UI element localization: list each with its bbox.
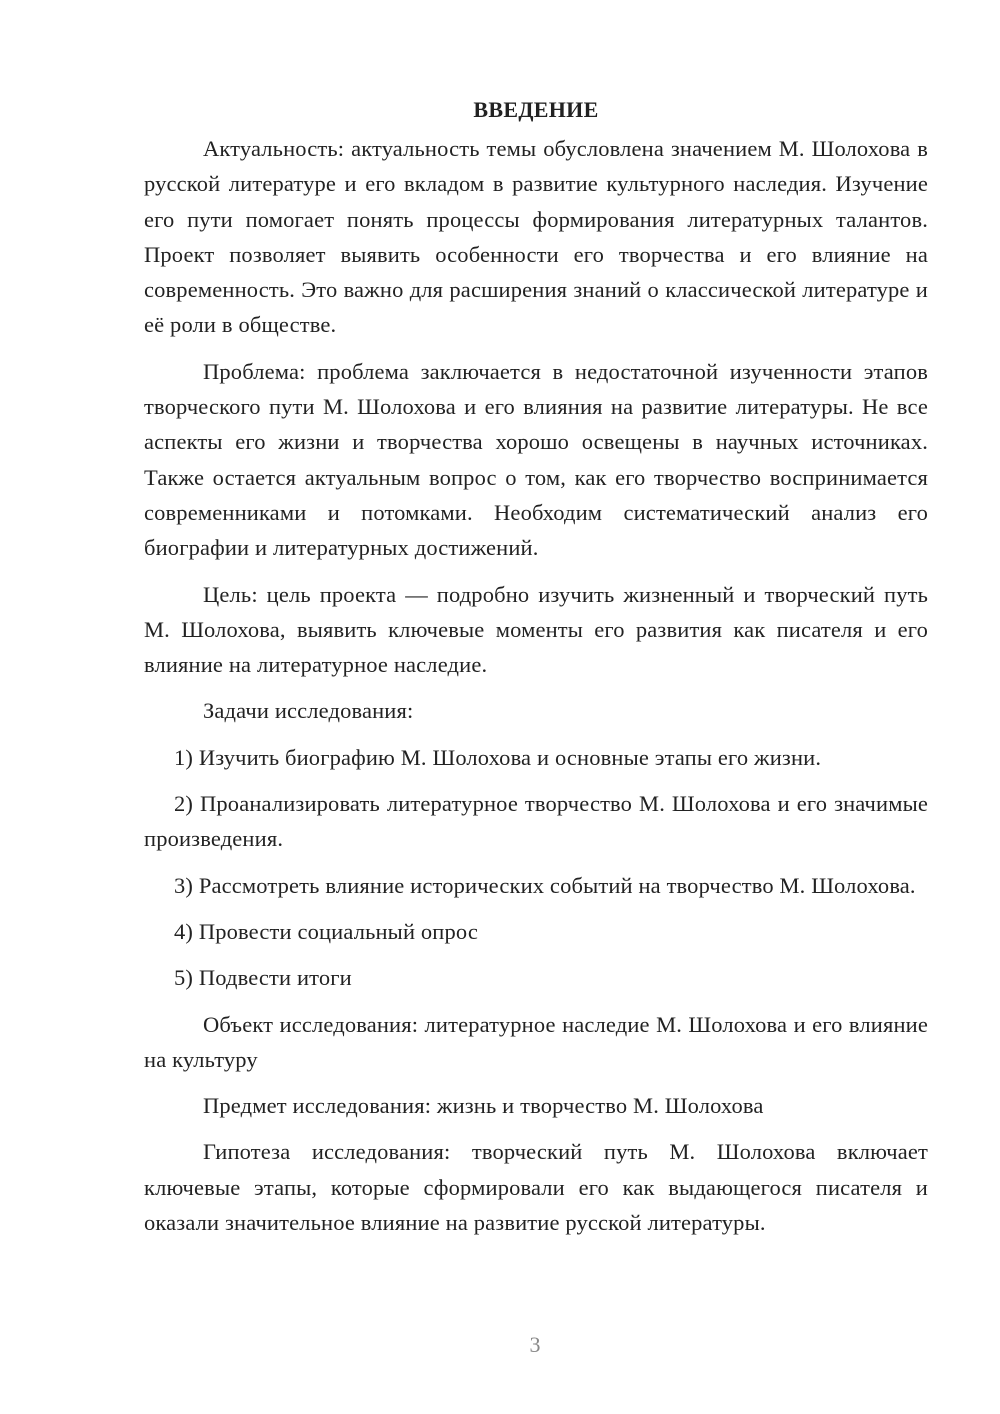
goal-paragraph: Цель: цель проекта — подробно изучить жизненный и творческий путь М. Шолохова, выявить ключевые моменты его развития как писателя и его влияние на литературное наследие. bbox=[144, 581, 928, 678]
page-title: ВВЕДЕНИЕ bbox=[473, 97, 599, 122]
task-item-4: 4) Провести социальный опрос bbox=[174, 918, 478, 944]
task-item-2: 2) Проанализировать литературное творчество М. Шолохова и его значимые произведения. bbox=[144, 791, 928, 852]
task-item-5: 5) Подвести итоги bbox=[174, 965, 352, 991]
problem-paragraph: Проблема: проблема заключается в недостаточной изученности этапов творческого пути М. Шолохова и его влияния на развитие литературы. Не все аспекты его жизни и творчества хорошо освещены в научных источниках. Также остается актуальным вопрос о том, как его творчество воспринимается современниками и потомками. Необходим систематический анализ его биографии и литературных достижений. bbox=[144, 358, 928, 561]
page-number: 3 bbox=[529, 1332, 541, 1357]
object-paragraph: Объект исследования: литературное наследие М. Шолохова и его влияние на культуру bbox=[144, 1011, 928, 1072]
task-item-3: 3) Рассмотреть влияние исторических событий на творчество М. Шолохова. bbox=[174, 872, 916, 898]
document-page bbox=[144, 94, 928, 1240]
tasks-heading: Задачи исследования: bbox=[203, 698, 414, 724]
relevance-paragraph: Актуальность: актуальность темы обусловлена значением М. Шолохова в русской литературе и его вкладом в развитие культурного наследия. Изучение его пути помогает понять процессы формирования литературных талантов. Проект позволяет выявить особенности его творчества и его влияние на современность. Это важно для расширения знаний о классической литературе и её роли в обществе. bbox=[144, 136, 928, 338]
hypothesis-paragraph: Гипотеза исследования: творческий путь М. Шолохова включает ключевые этапы, которые сформировали его как выдающегося писателя и оказали значительное влияние на развитие русской литературы. bbox=[144, 1139, 928, 1236]
subject-paragraph: Предмет исследования: жизнь и творчество М. Шолохова bbox=[203, 1093, 764, 1119]
task-item-1: 1) Изучить биографию М. Шолохова и основные этапы его жизни. bbox=[174, 744, 822, 770]
